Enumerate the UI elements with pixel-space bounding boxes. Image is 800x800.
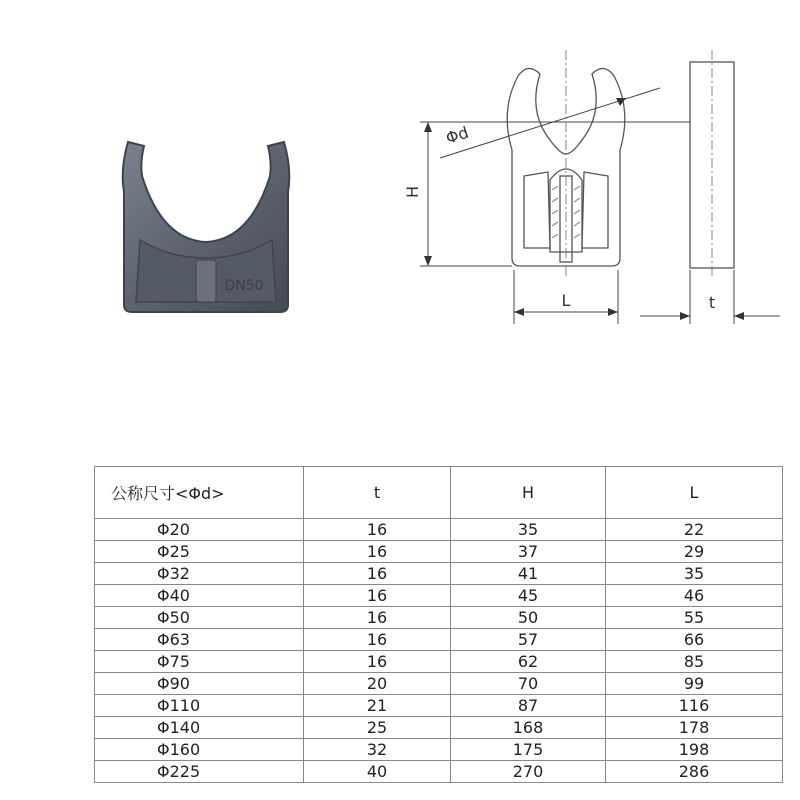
cell-size: Φ40 bbox=[95, 585, 304, 607]
cell-t: 16 bbox=[304, 629, 451, 651]
table-row bbox=[95, 739, 783, 761]
cell-size: Φ110 bbox=[95, 695, 304, 717]
cell-t: 20 bbox=[304, 673, 451, 695]
cell-l: 66 bbox=[606, 629, 783, 651]
table-row bbox=[95, 629, 783, 651]
cell-t: 16 bbox=[304, 585, 451, 607]
cell-h: 270 bbox=[451, 761, 606, 783]
cell-l: 55 bbox=[606, 607, 783, 629]
cell-size: Φ50 bbox=[95, 607, 304, 629]
cell-l: 198 bbox=[606, 739, 783, 761]
header-h: H bbox=[451, 467, 606, 519]
cell-l: 85 bbox=[606, 651, 783, 673]
cell-h: 35 bbox=[451, 519, 606, 541]
table-row bbox=[95, 761, 783, 783]
cell-size: Φ140 bbox=[95, 717, 304, 739]
cell-l: 116 bbox=[606, 695, 783, 717]
cell-t: 16 bbox=[304, 607, 451, 629]
table-header-row bbox=[95, 467, 783, 519]
cell-h: 41 bbox=[451, 563, 606, 585]
cell-h: 57 bbox=[451, 629, 606, 651]
height-label: H bbox=[403, 185, 422, 198]
cell-size: Φ90 bbox=[95, 673, 304, 695]
cell-l: 29 bbox=[606, 541, 783, 563]
cell-t: 32 bbox=[304, 739, 451, 761]
cell-h: 70 bbox=[451, 673, 606, 695]
cell-h: 37 bbox=[451, 541, 606, 563]
table-row bbox=[95, 695, 783, 717]
length-label: L bbox=[561, 291, 571, 310]
technical-drawing bbox=[400, 40, 790, 340]
header-nominal-size: 公称尺寸<Φd> bbox=[95, 467, 304, 519]
cell-size: Φ32 bbox=[95, 563, 304, 585]
table-row bbox=[95, 519, 783, 541]
cell-h: 50 bbox=[451, 607, 606, 629]
cell-t: 40 bbox=[304, 761, 451, 783]
cell-size: Φ225 bbox=[95, 761, 304, 783]
cell-l: 46 bbox=[606, 585, 783, 607]
cell-t: 16 bbox=[304, 541, 451, 563]
header-t: t bbox=[304, 467, 451, 519]
cell-t: 16 bbox=[304, 519, 451, 541]
cell-l: 286 bbox=[606, 761, 783, 783]
table-row bbox=[95, 585, 783, 607]
table-row bbox=[95, 563, 783, 585]
table-row bbox=[95, 651, 783, 673]
cell-size: Φ160 bbox=[95, 739, 304, 761]
cell-h: 87 bbox=[451, 695, 606, 717]
cell-size: Φ63 bbox=[95, 629, 304, 651]
cell-t: 16 bbox=[304, 651, 451, 673]
table-row bbox=[95, 717, 783, 739]
cell-t: 21 bbox=[304, 695, 451, 717]
cell-l: 22 bbox=[606, 519, 783, 541]
cell-t: 16 bbox=[304, 563, 451, 585]
thickness-label: t bbox=[708, 293, 716, 312]
cell-l: 99 bbox=[606, 673, 783, 695]
cell-l: 178 bbox=[606, 717, 783, 739]
table-row bbox=[95, 673, 783, 695]
cell-size: Φ75 bbox=[95, 651, 304, 673]
table-row bbox=[95, 541, 783, 563]
cell-l: 35 bbox=[606, 563, 783, 585]
cell-size: Φ20 bbox=[95, 519, 304, 541]
pipe-clip-photo bbox=[100, 130, 320, 330]
cell-h: 62 bbox=[451, 651, 606, 673]
cell-h: 175 bbox=[451, 739, 606, 761]
table-row bbox=[95, 607, 783, 629]
cell-h: 168 bbox=[451, 717, 606, 739]
cell-h: 45 bbox=[451, 585, 606, 607]
cell-size: Φ25 bbox=[95, 541, 304, 563]
dimension-table bbox=[94, 466, 783, 783]
header-l: L bbox=[606, 467, 783, 519]
part-label: DN50 bbox=[224, 278, 264, 294]
cell-t: 25 bbox=[304, 717, 451, 739]
diameter-label: Φd bbox=[443, 122, 471, 148]
